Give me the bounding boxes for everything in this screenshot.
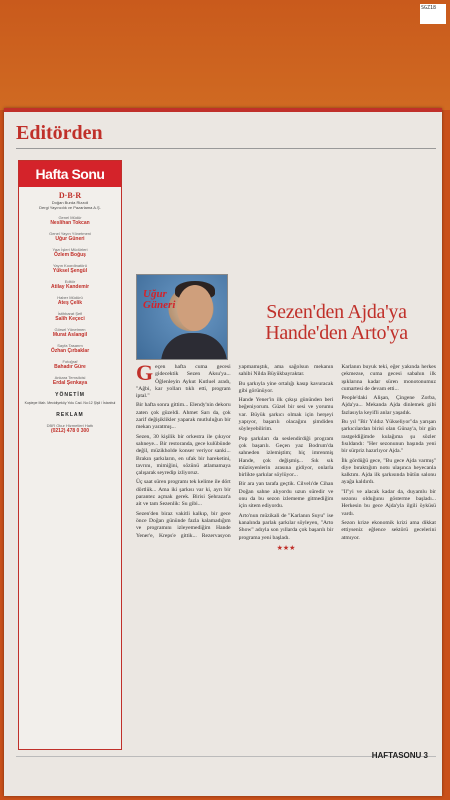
staff-role: Genel Yayın Yönetmeni [49, 231, 91, 236]
staff-name: Murat Aslangil [52, 332, 88, 338]
staff-role: Fotoğraf [62, 359, 78, 364]
staff-list [19, 215, 121, 386]
staff-role: Yazı İşleri Müdürleri [52, 247, 88, 252]
staff-name: Ateş Çelik [57, 300, 83, 306]
staff-role: Görsel Yönetmen [54, 327, 86, 332]
phone-number: (0212) 478 0 300 [50, 427, 90, 434]
staff-item [19, 295, 121, 306]
article-paragraph: Arto'nun müzikali de "Karlanın Suyu" ise kanalında parlak şarkılar söyleyen, "Arto Show" adıyla son yıllarda çok başarılı bir programa yeni başladı. [238, 512, 334, 541]
phone-heading: DBR Okur Hizmetleri Hattı [46, 422, 94, 428]
article-paragraph: "Il"yi ve alacak kadar da, duyamlu bir sezonu olduğunu gösterme başladı... Herkesin bu gece Ajda'yla ilgili öyküsü vardı. [341, 488, 436, 517]
author-signature [143, 289, 175, 311]
staff-item [19, 327, 121, 338]
staff-role: Genel Müdür [58, 215, 82, 220]
staff-name: Neslihan Tokcan [50, 220, 90, 226]
drop-cap: G [136, 364, 154, 385]
article-paragraph: People'daki Alişan, Çingene Zorba, Ajda'ya... Mekanda Ajda dinlemek gibi fazlasıyla keyifli anlar yaşadık. [341, 395, 436, 416]
staff-item [19, 247, 121, 258]
staff-name: Atilay Kandemir [50, 284, 90, 290]
staff-item [19, 279, 121, 290]
article-paragraph: Bir hafta sonra gittim... Elendy'nin dekoru zaten çok güzeldi. Ahmet Sarı da, çok zarif değişiklikler yaparak mutluluğun bir mekan yaratmış... [136, 402, 231, 431]
staff-name: Özhan Çırbaklar [50, 348, 90, 354]
publisher-logo: D·B·R [58, 191, 82, 200]
top-stripe [4, 108, 442, 112]
management-heading: YÖNETİM [55, 392, 85, 398]
article-paragraph: Pop şarkıları da seslendirdiği program çok başarılı. Geçen yaz Bodrum'da sahneden izlemiştim; hiç imrenmiş Hande, çok değişmiş... Sık sık müzisyenlerin arasına gidiyor, onlarla birlikte şarkılar söylüyor... [238, 435, 334, 479]
staff-item [19, 359, 121, 370]
staff-name: Bahadır Güre [54, 364, 86, 370]
staff-item [19, 375, 121, 386]
staff-role: Editör [64, 279, 76, 284]
advertising-heading: REKLAM [56, 411, 84, 418]
staff-role: Yayın Koordinatörü [53, 263, 87, 268]
photo-suit [161, 333, 227, 360]
contact-fine: Kuştepe Mah. Mecidiyeköy Yolu Cad. No:12 Şişli / İstanbul [24, 401, 116, 405]
staff-name: Yüksel Şengül [52, 268, 88, 274]
article-paragraph: Bir ara yan tarafa geçtik. Cilvelı'de Cihan Doğan sahne alıyordu uzun süredir ve onu da bu sezon izlememe gitmediğim için sitem ediyordu. [238, 481, 334, 510]
author-first-name: Uğur [143, 288, 167, 300]
magazine-logo: Hafta Sonu [19, 161, 121, 187]
masthead [18, 160, 122, 750]
staff-role: Ankara Temsilcisi [54, 375, 86, 380]
staff-item [19, 343, 121, 354]
staff-name: Özlem Boğuş [54, 252, 86, 258]
phone-block [19, 423, 121, 434]
section-title: Editörden [16, 122, 103, 144]
article-body [136, 364, 436, 756]
staff-name: Uğur Güneri [55, 236, 85, 242]
staff-role: Sayfa Tasarım [57, 343, 83, 348]
article-text: eçen hafta cuma gecesi gidecektik Sezen Aksu'ya... Öğlenleyin Aykut Kutluel aradı, "Ağbi, kar yolları tıklı etti, program iptal." [136, 364, 231, 400]
article-paragraph: Üç saat süren programı tek kelime ile dört dörtlük... Ama iki şarkısı var ki, ayrı bir parantez açmak gerek. Birisi Şehrazat'a ait ve tam Sezenlik: Su gibi... [136, 479, 231, 508]
section-separator: ★★★ [276, 543, 296, 552]
publisher-line: Doğan Burda Rizzoli [51, 200, 89, 205]
article-paragraph: Sezen, 30 kişilik bir orkestra ile çıkıyor sahneye... Bir restoranda, gece kulübünde değil, müzikholde konser veriyor sanki... Brakın şarkıların, en ufak bir hareketini, tavrını, mimiğini, sözünü atlamamaya çalışarak seyredip izliyoruz. [136, 433, 231, 477]
article-paragraph: Bu yıl "Bir Yıldız Yükseliyor"da yarışan şarkıcılardan birisi olan Günay'a, bir gün rastgeldiğimde kulağıma şu sözler fısıldandı: "Her sezonunun başında yeni bir sürpriz hazırlıyor Ajda." [341, 419, 436, 455]
staff-role: Haber Müdürü [57, 295, 83, 300]
magazine-page [4, 108, 442, 796]
title-rule [16, 148, 436, 149]
article-paragraph: Bu şarkıyla yine ortalığı kasıp kavuracak gibi görünüyor. [238, 380, 334, 394]
article-paragraph: Hande Yener'in ilk çıkışı gününden beri beğeniyorum. Güzel bir sesi ve yorumu var. Büyük şarkıcı olmak için herşeyi yapıyor, başarılı olacağını şimdiden söyleyebilirim. [238, 397, 334, 433]
author-photo [136, 274, 228, 360]
staff-role: İstihbarat Şefi [57, 311, 83, 316]
background-surface [0, 0, 450, 110]
article-paragraph: Sezon krize ekonomik krizi ama dikkat ettiyseniz eğlence sektörü gecelerini atmıyor. [341, 519, 436, 541]
corner-tag: SGZ18 [420, 4, 446, 24]
article-headline: Sezen'den Ajda'ya Hande'den Arto'ya [265, 301, 408, 344]
article-paragraph: Karlanın buyuk teki, eğer yakında herkes çekmezse, cuma gecesi sabahın ilk ışıklarına kadar süren monotonumuz cumartesi de devam etti... [341, 364, 436, 392]
staff-item [19, 231, 121, 242]
article-paragraph: Sezen'den biraz vakitli kalkıp, bir gece önce Doğan gününde fazla kalamadığım ve programını izleyemediğim Hande Yener'e, Kreps'e gittik... Rezervasyon yapmamıştık, ama sağolsun mekanın sahibi Nilda Büyükbayraktar. [136, 364, 334, 539]
staff-item [19, 311, 121, 322]
photo-face [177, 285, 213, 331]
staff-name: Salih Keçeci [55, 316, 85, 322]
publisher-line: Dergi Yayıncılık ve Pazarlama A.Ş. [39, 205, 101, 210]
staff-item [19, 215, 121, 226]
article-paragraph [136, 364, 231, 400]
staff-name: Erdal Şenkaya [52, 380, 88, 386]
article-paragraph: İlk gördüğü gece, "Bu gece Ajda varmış" diye bıraktığım notu ulaşınca heyecanla kalktım. Ajda ilk şarkısında bütün salonu ayağa kaldırdı. [341, 457, 436, 486]
page-footer: HAFTASONU 3 [371, 751, 428, 760]
author-last-name: Güneri [143, 299, 176, 311]
staff-item [19, 263, 121, 274]
